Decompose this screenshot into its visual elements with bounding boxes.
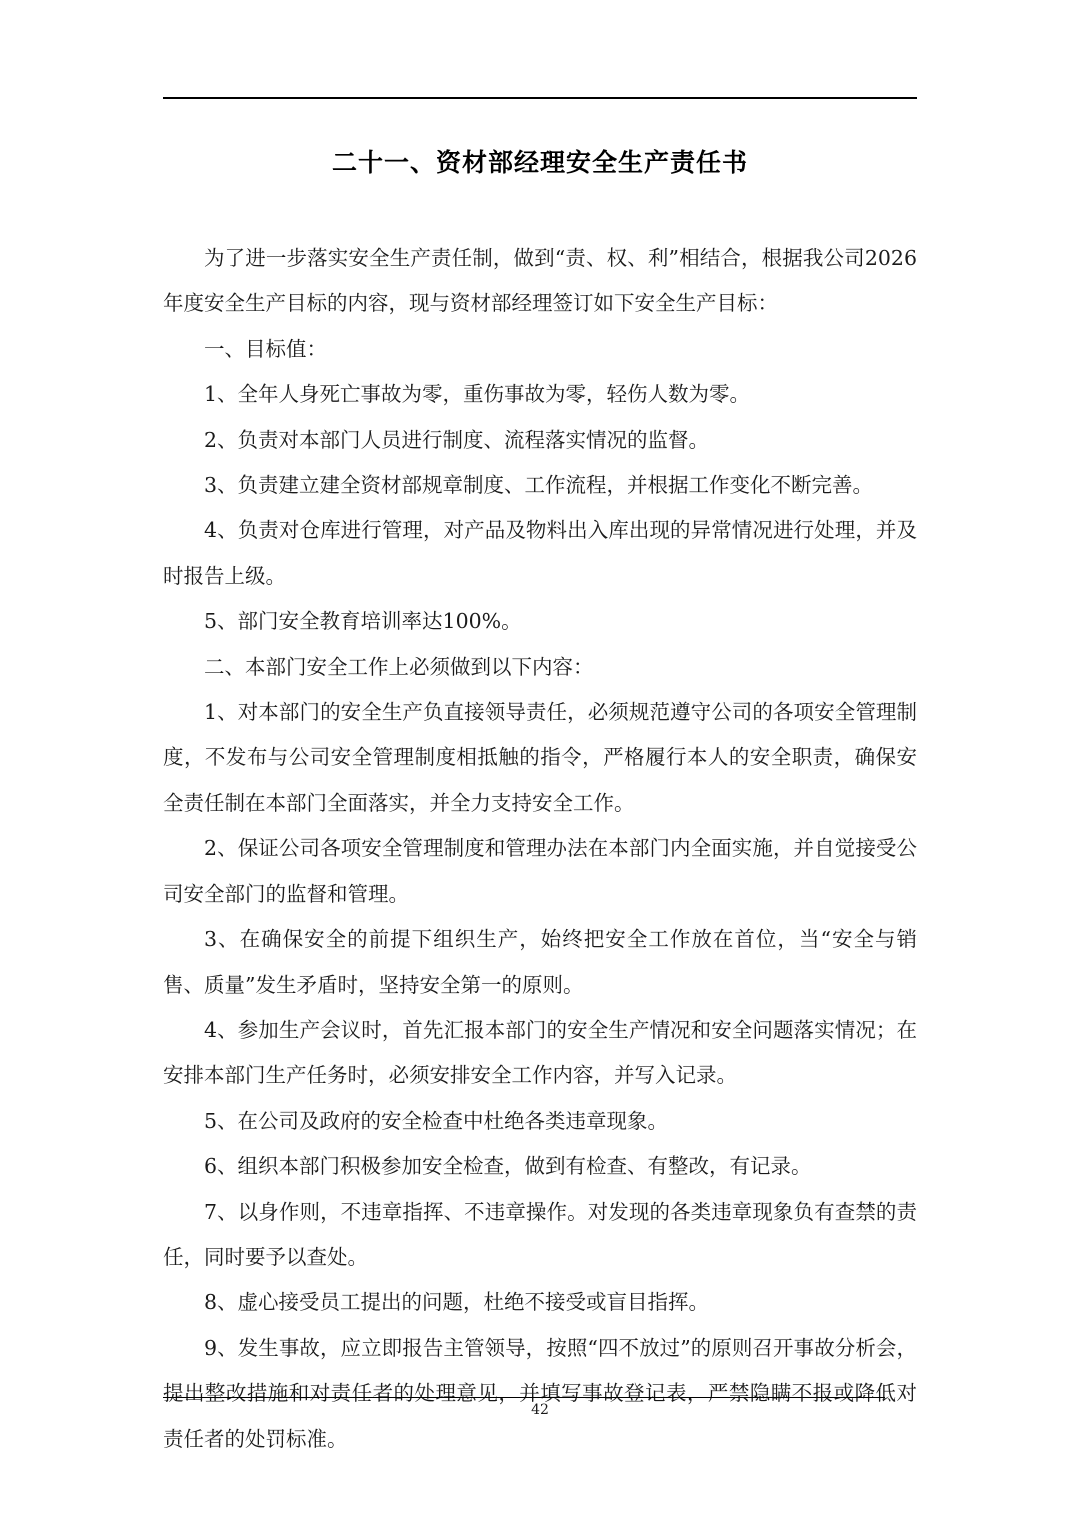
duty-item-1: 1、对本部门的安全生产负直接领导责任，必须规范遵守公司的各项安全管理制度，不发布与公司安全管理制度相抵触的指令，严格履行本人的安全职责，确保安全责任制在本部门全面落实，并全力支持安全工作。 — [163, 700, 917, 815]
section-heading-targets: 一、目标值： — [204, 336, 327, 361]
section-heading-duties: 二、本部门安全工作上必须做到以下内容： — [204, 654, 594, 679]
target-item-2: 2、负责对本部门人员进行制度、流程落实情况的监督。 — [204, 427, 710, 452]
document-body — [163, 236, 917, 1462]
document-title: 二十一、资材部经理安全生产责任书 — [331, 148, 748, 177]
duty-item-4: 4、参加生产会议时，首先汇报本部门的安全生产情况和安全问题落实情况；在安排本部门生产任务时，必须安排安全工作内容，并写入记录。 — [163, 1017, 917, 1088]
target-item-4: 4、负责对仓库进行管理，对产品及物料出入库出现的异常情况进行处理，并及时报告上级。 — [163, 518, 917, 588]
duty-item-9: 9、发生事故，应立即报告主管领导，按照“四不放过”的原则召开事故分析会，提出整改措施和对责任者的处理意见，并填写事故登记表，严禁隐瞒不报或降低对责任者的处罚标准。 — [163, 1335, 917, 1451]
duty-item-3: 3、在确保安全的前提下组织生产，始终把安全工作放在首位，当“安全与销售、质量”发生矛盾时，坚持安全第一的原则。 — [163, 927, 917, 997]
duty-item-2: 2、保证公司各项安全管理制度和管理办法在本部门内全面实施，并自觉接受公司安全部门的监督和管理。 — [163, 836, 917, 906]
target-item-3: 3、负责建立建全资材部规章制度、工作流程，并根据工作变化不断完善。 — [204, 473, 874, 498]
duty-item-5: 5、在公司及政府的安全检查中杜绝各类违章现象。 — [204, 1108, 669, 1133]
duty-item-8: 8、虚心接受员工提出的问题，杜绝不接受或盲目指挥。 — [204, 1290, 710, 1315]
header-rule — [163, 97, 917, 99]
intro-paragraph: 为了进一步落实安全生产责任制，做到“责、权、利”相结合，根据我公司2026年度安全生产目标的内容，现与资材部经理签订如下安全生产目标： — [163, 246, 917, 316]
target-item-1: 1、全年人身死亡事故为零，重伤事故为零，轻伤人数为零。 — [204, 382, 751, 407]
target-item-5: 5、部门安全教育培训率达100%。 — [204, 609, 522, 634]
footer-rule — [163, 1397, 885, 1398]
duty-item-7: 7、以身作则，不违章指挥、不违章操作。对发现的各类违章现象负有查禁的责任，同时要予以查处。 — [163, 1199, 917, 1269]
duty-item-6: 6、组织本部门积极参加安全检查，做到有检查、有整改，有记录。 — [204, 1154, 812, 1179]
page-number: 42 — [531, 1402, 549, 1418]
